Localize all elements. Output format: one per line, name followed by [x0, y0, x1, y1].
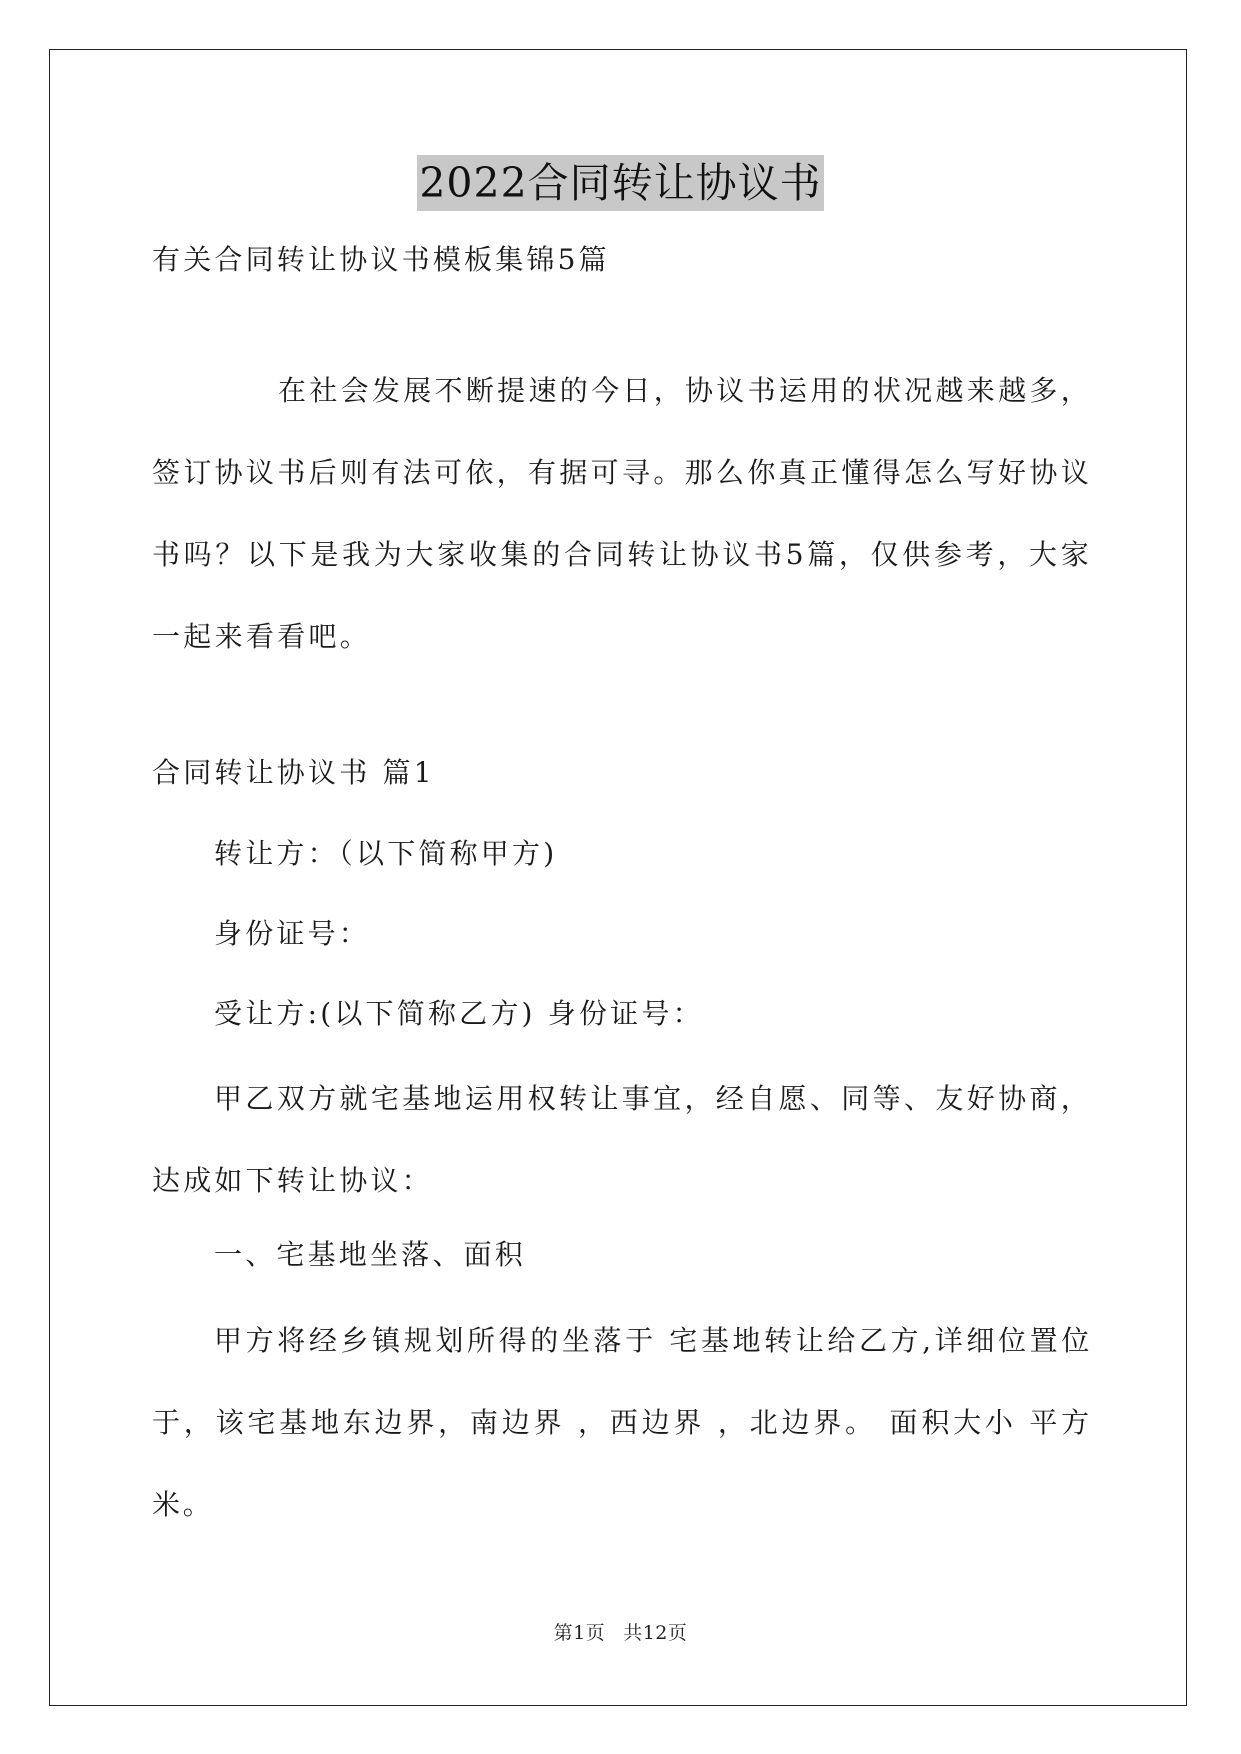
party-a-line: 转让方：（以下简称甲方) [214, 837, 558, 870]
document-title: 2022合同转让协议书 [417, 155, 823, 211]
party-b-line: 受让方:(以下简称乙方) 身份证号： [214, 997, 704, 1030]
clause-paragraph: 甲方将经乡镇规划所得的坐落于 宅基地转让给乙方,详细位置位于，该宅基地东边界，南边界 ，西边界 ，北边界。 面积大小 平方米。 [152, 1324, 1092, 1521]
page-footer [0, 1620, 1241, 1646]
party-a-id-line: 身份证号： [214, 917, 371, 950]
section-heading: 合同转让协议书 篇1 [152, 756, 435, 789]
intro-paragraph: 在社会发展不断提速的今日，协议书运用的状况越来越多，签订协议书后则有法可依，有据可寻。那么你真正懂得怎么写好协议书吗？以下是我为大家收集的合同转让协议书5篇，仅供参考，大家一起来看看吧。 [152, 374, 1092, 653]
agreement-paragraph: 甲乙双方就宅基地运用权转让事宜，经自愿、同等、友好协商，达成如下转让协议： [152, 1082, 1092, 1197]
clause-heading: 一、宅基地坐落、面积 [214, 1238, 527, 1271]
title-container [0, 155, 1241, 211]
intro-line: 有关合同转让协议书模板集锦5篇 [152, 243, 610, 276]
page-number: 第1页 [553, 1622, 606, 1644]
page-total: 共12页 [623, 1622, 688, 1644]
